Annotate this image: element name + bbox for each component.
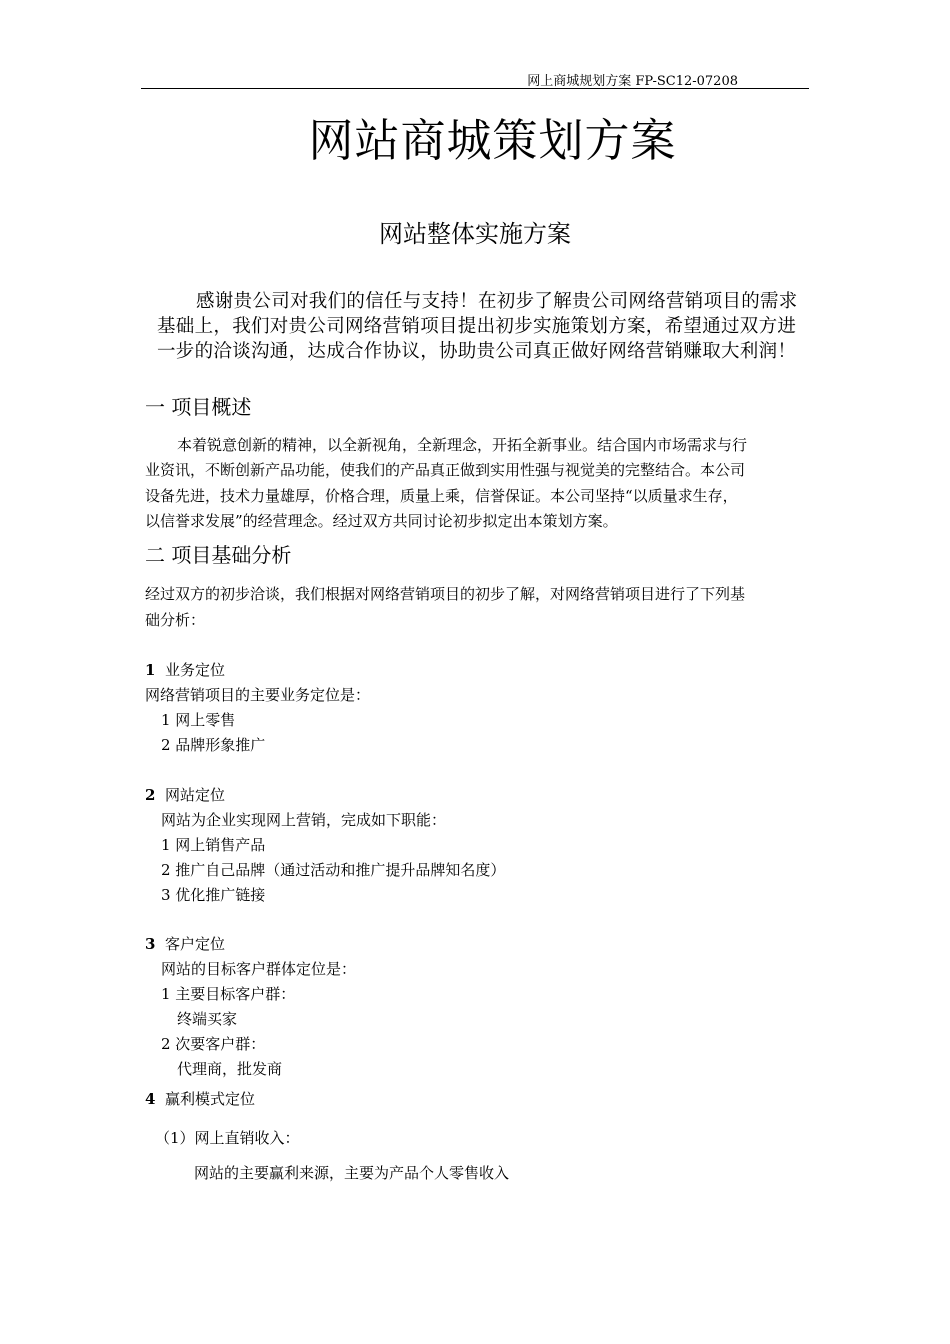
item-1-list-1: 1 网上零售 (161, 711, 236, 729)
overview-line-3: 设备先进，技术力量雄厚，价格合理，质量上乘，信誉保证。本公司坚持“以质量求生存， (145, 487, 738, 505)
intro-line-1: 感谢贵公司对我们的信任与支持！在初步了解贵公司网络营销项目的需求 (196, 291, 798, 312)
item-4-title: 赢利模式定位 (164, 1090, 255, 1108)
item-4-detail: 网站的主要赢利来源，主要为产品个人零售收入 (194, 1164, 510, 1182)
analysis-line-2: 础分析： (145, 611, 206, 629)
overview-line-4: 以信誉求发展”的经营理念。经过双方共同讨论初步拟定出本策划方案。 (145, 512, 618, 530)
item-3-title: 客户定位 (164, 935, 225, 953)
item-1-title: 业务定位 (164, 661, 225, 679)
item-2-list-3: 3 优化推广链接 (161, 886, 266, 904)
item-3-list-2: 终端买家 (177, 1010, 238, 1028)
item-2-list-2: 2 推广自己品牌（通过活动和推广提升品牌知名度） (161, 861, 506, 879)
item-2-number: 2 (145, 786, 156, 804)
item-4-number: 4 (145, 1090, 156, 1108)
section-heading-overview: 一 项目概述 (145, 395, 252, 419)
item-1-desc: 网络营销项目的主要业务定位是： (145, 686, 371, 704)
item-3-number: 3 (145, 935, 156, 953)
analysis-line-1: 经过双方的初步洽谈，我们根据对网络营销项目的初步了解，对网络营销项目进行了下列基 (145, 585, 746, 603)
item-3-list-1: 1 主要目标客户群： (161, 985, 296, 1003)
item-2-heading (145, 784, 225, 805)
item-4-subheading: （1）网上直销收入： (155, 1129, 300, 1147)
item-4-heading (145, 1088, 255, 1109)
item-1-list-2: 2 品牌形象推广 (161, 736, 266, 754)
item-2-title: 网站定位 (164, 786, 225, 804)
overview-line-1: 本着锐意创新的精神，以全新视角，全新理念，开拓全新事业。结合国内市场需求与行 (177, 436, 748, 454)
overview-line-2: 业资讯，不断创新产品功能，使我们的产品真正做到实用性强与视觉美的完整结合。本公司 (145, 461, 746, 479)
item-1-number: 1 (145, 661, 156, 679)
item-3-list-4: 代理商，批发商 (177, 1060, 283, 1078)
section-heading-analysis: 二 项目基础分析 (145, 543, 292, 567)
document-subtitle: 网站整体实施方案 (379, 220, 571, 248)
item-2-desc: 网站为企业实现网上营销，完成如下职能： (161, 811, 447, 829)
document-title: 网站商城策划方案 (308, 114, 677, 167)
item-3-desc: 网站的目标客户群体定位是： (161, 960, 357, 978)
item-3-list-3: 2 次要客户群： (161, 1035, 266, 1053)
intro-line-2: 基础上，我们对贵公司网络营销项目提出初步实施策划方案，希望通过双方进 (157, 316, 797, 337)
item-3-heading (145, 933, 225, 954)
intro-line-3: 一步的洽谈沟通，达成合作协议，协助贵公司真正做好网络营销赚取大利润！ (157, 341, 797, 362)
header-rule (141, 88, 809, 89)
item-2-list-1: 1 网上销售产品 (161, 836, 266, 854)
page-header: 网上商城规划方案 FP-SC12-07208 (527, 74, 738, 89)
item-1-heading (145, 659, 225, 680)
